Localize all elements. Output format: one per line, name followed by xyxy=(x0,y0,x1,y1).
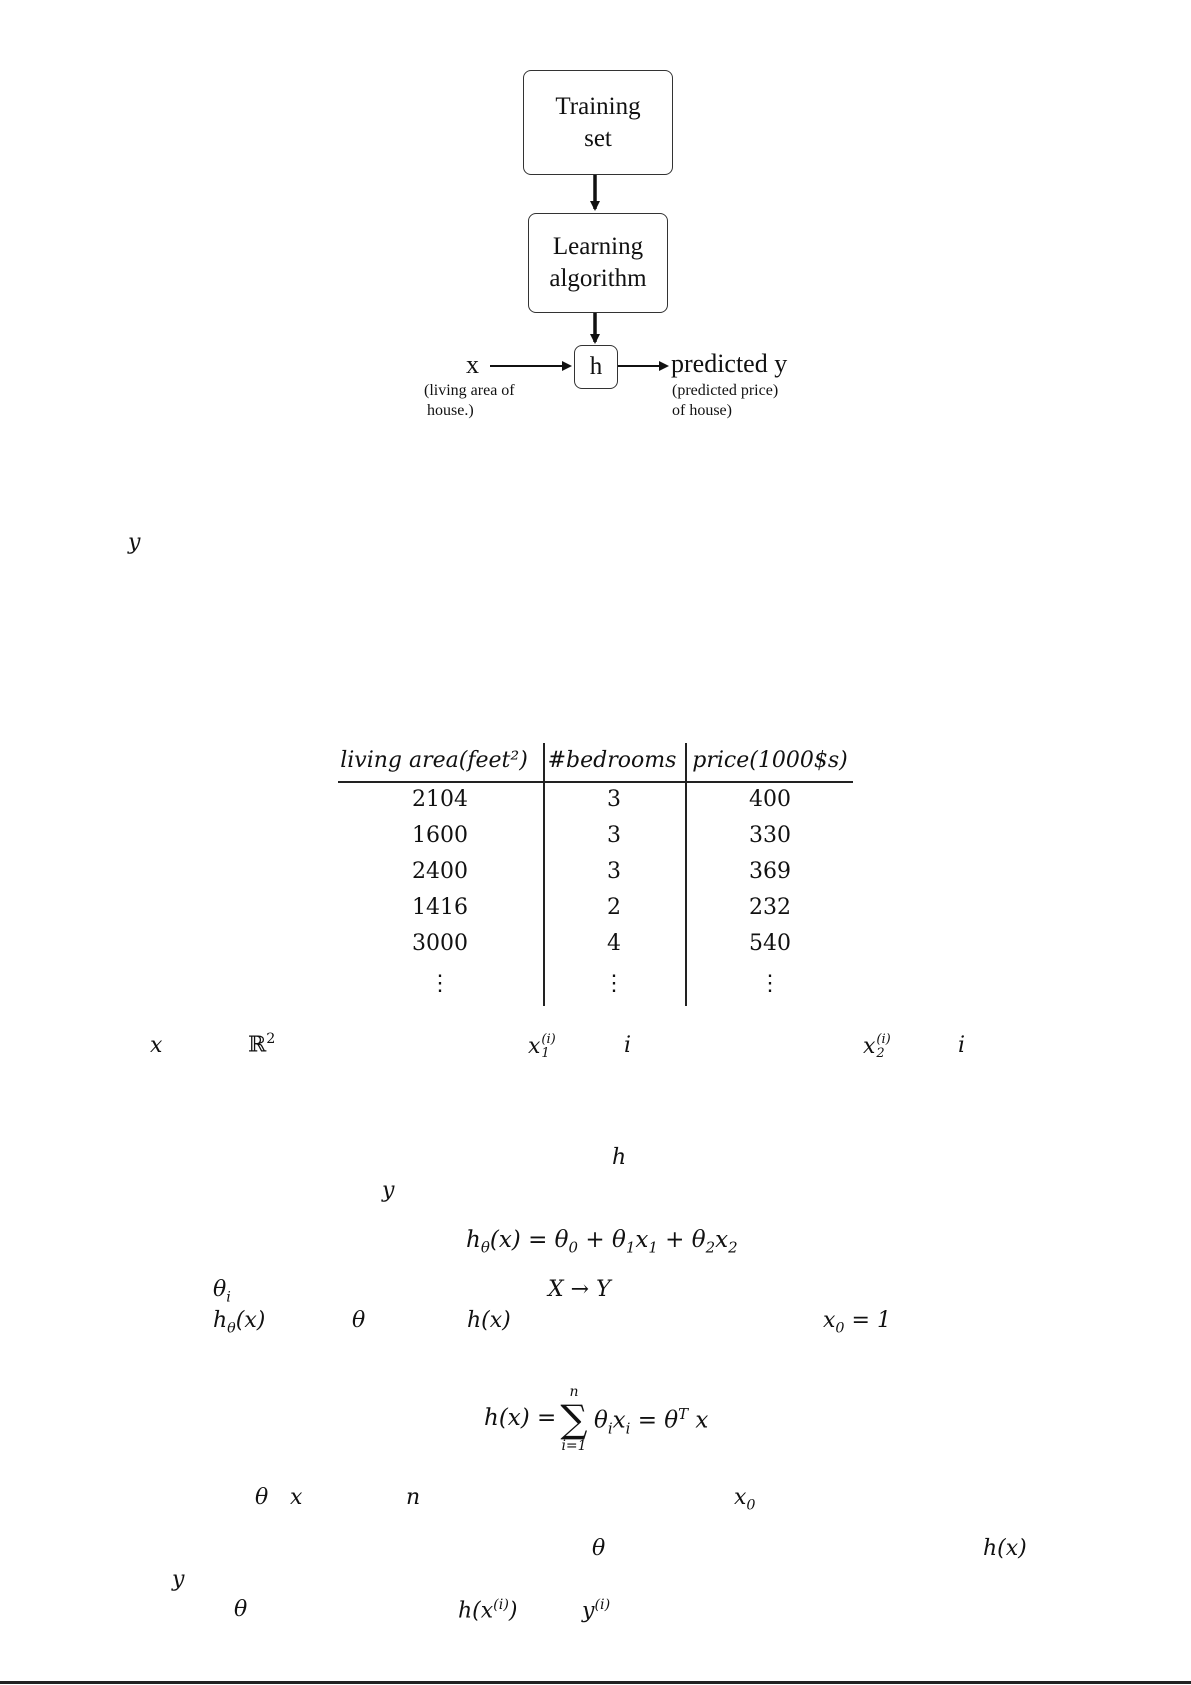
symbol-theta-3: θ xyxy=(592,1536,606,1561)
table-row-3-col-3: 369 xyxy=(749,859,791,884)
symbol-y-i: $y^{(i)}$ xyxy=(582,1597,611,1624)
table-row-2-col-3: 330 xyxy=(749,823,791,848)
symbol-x0-eq-1: $x_0 = 1$ xyxy=(823,1308,891,1337)
table-row-1-col-1: 2104 xyxy=(412,787,468,812)
table-row-6-col-2: ⋮ xyxy=(603,971,625,996)
symbol-x-to-y: X → Y xyxy=(548,1277,611,1302)
table-row-6-col-3: ⋮ xyxy=(759,971,781,996)
symbol-y-3: y xyxy=(172,1567,185,1592)
table-row-1-col-3: 400 xyxy=(749,787,791,812)
table-header-rule xyxy=(338,781,853,783)
equation-sum-right: $\theta_ix_i = \theta^T$ x xyxy=(594,1405,709,1438)
summation-symbol: ∑ xyxy=(560,1397,588,1441)
equation-linear-hypothesis: $h_\theta(x) = \theta_0 + \theta_1x_1 + \theta_2x_2$ xyxy=(466,1227,738,1257)
symbol-theta-i: $\theta_i$ xyxy=(213,1277,231,1306)
x-caption-line-1: (living area of xyxy=(424,382,515,399)
symbol-h-x-2: h(x) xyxy=(983,1536,1027,1561)
training-set-label-2: set xyxy=(584,124,612,152)
table-row-3-col-1: 2400 xyxy=(412,859,468,884)
symbol-n: n xyxy=(406,1485,421,1510)
x-input-label: x xyxy=(466,350,479,379)
hypothesis-label: h xyxy=(589,353,603,380)
symbol-theta-4: θ xyxy=(234,1597,248,1622)
table-row-4-col-1: 1416 xyxy=(412,895,468,920)
symbol-theta-2: θ xyxy=(255,1485,269,1510)
predicted-y-label: predicted y xyxy=(671,349,788,378)
symbol-h-theta-x: $h_\theta(x)$ xyxy=(213,1308,266,1337)
page-bottom-rule xyxy=(0,1681,1191,1684)
table-col-rule-1 xyxy=(543,743,545,1006)
table-header-living-area: living area(feet²) xyxy=(340,748,528,773)
table-row-1-col-2: 3 xyxy=(607,787,621,812)
table-row-4-col-3: 232 xyxy=(749,895,791,920)
symbol-x0: $x_0$ xyxy=(734,1485,756,1514)
symbol-h: h xyxy=(612,1145,627,1170)
symbol-h-x: h(x) xyxy=(467,1308,511,1333)
symbol-x: x xyxy=(150,1033,163,1058)
symbol-i-2: i xyxy=(958,1033,966,1058)
table-row-2-col-2: 3 xyxy=(607,823,621,848)
table-row-4-col-2: 2 xyxy=(607,895,621,920)
symbol-h-x-i: $h(x^{(i)})$ xyxy=(458,1597,518,1624)
summation-upper: n xyxy=(569,1384,579,1400)
y-caption-line-2: of house) xyxy=(672,402,732,419)
table-header-price: price(1000$s) xyxy=(692,748,848,773)
table-row-5-col-3: 540 xyxy=(749,931,791,956)
symbol-x-3: x xyxy=(290,1485,303,1510)
table-row-6-col-1: ⋮ xyxy=(429,971,451,996)
symbol-x1-i: x (i) 1 xyxy=(528,1032,556,1061)
summation-lower: i=1 xyxy=(561,1438,587,1454)
learning-algorithm-label-1: Learning xyxy=(552,233,644,260)
summation-operator xyxy=(554,1384,594,1454)
symbol-theta: θ xyxy=(352,1308,366,1333)
table-row-5-col-2: 4 xyxy=(607,931,621,956)
x-caption-line-2: house.) xyxy=(427,402,474,419)
table-row-2-col-1: 1600 xyxy=(412,823,468,848)
symbol-y: y xyxy=(128,530,141,555)
table-row-5-col-1: 3000 xyxy=(412,931,468,956)
learning-algorithm-label-2: algorithm xyxy=(549,265,647,292)
symbol-r2: ℝ$^2$ xyxy=(248,1031,276,1058)
table-row-3-col-2: 3 xyxy=(607,859,621,884)
symbol-x2-i: x (i) 2 xyxy=(863,1032,891,1061)
symbol-y-2: y xyxy=(382,1178,395,1203)
y-caption-line-1: (predicted price) xyxy=(672,382,779,399)
training-set-label-1: Training xyxy=(555,92,641,120)
equation-sum-hypothesis: h(x) = xyxy=(484,1405,557,1431)
table-col-rule-2 xyxy=(685,743,687,1006)
table-header-bedrooms: #bedrooms xyxy=(547,748,677,773)
symbol-i-1: i xyxy=(624,1033,632,1058)
